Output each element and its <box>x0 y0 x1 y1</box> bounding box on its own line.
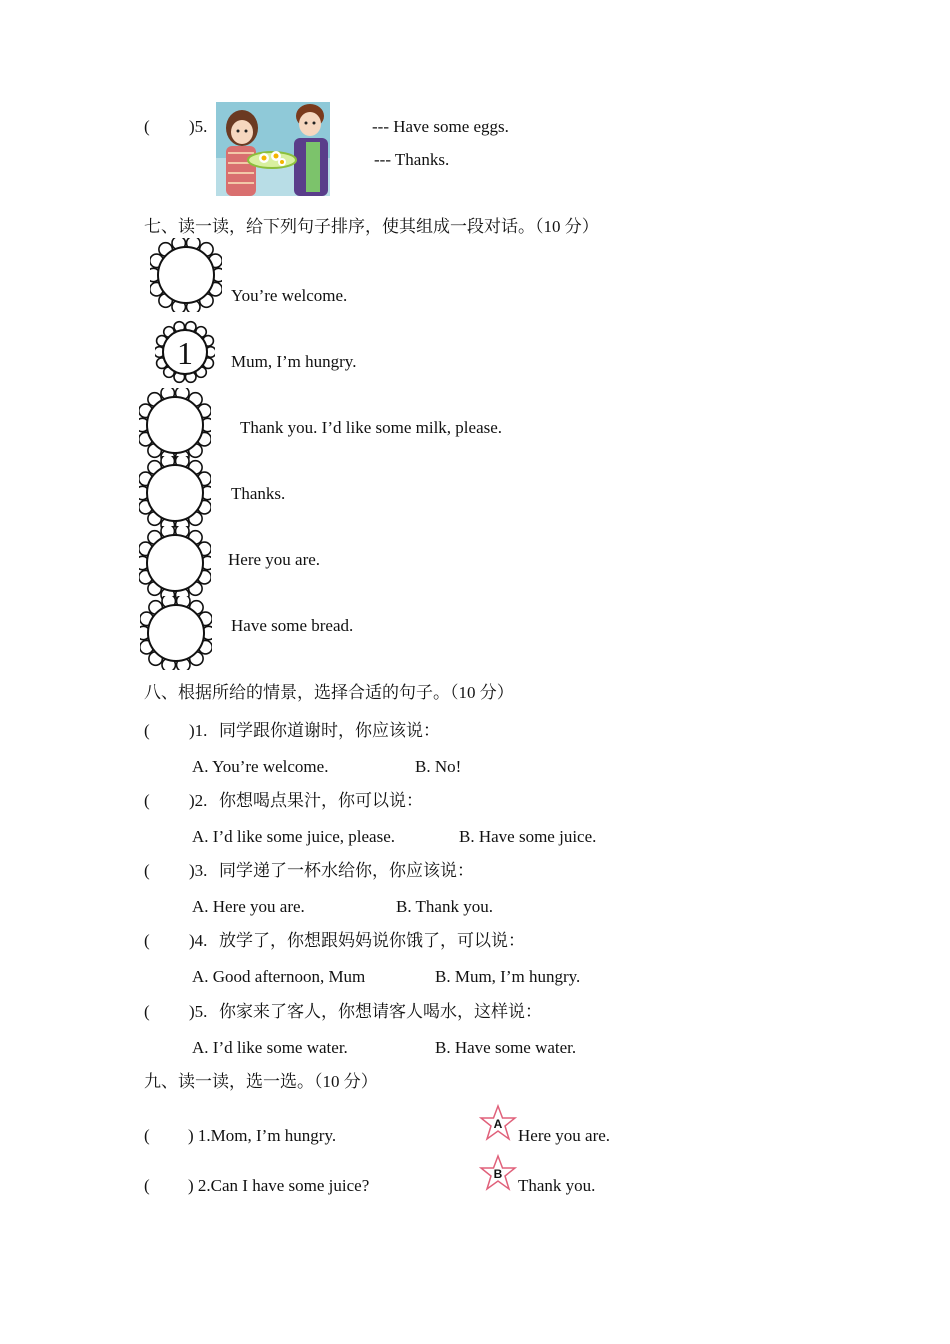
sentence-text: Thanks. <box>231 484 286 503</box>
option-b[interactable]: B. No! <box>415 757 462 776</box>
question-prompt: 同学递了一杯水给你，你应该说： <box>219 861 474 880</box>
answer-paren[interactable]: ( <box>144 721 150 740</box>
question-number: )4. <box>189 931 208 950</box>
question-number: )2. <box>189 791 208 810</box>
question-prompt: 你想喝点果汁，你可以说： <box>219 791 423 810</box>
answer-paren[interactable]: ( <box>144 1176 150 1195</box>
question-text: ) 1.Mom, I’m hungry. <box>188 1126 337 1145</box>
sentence-text: Here you are. <box>228 550 321 569</box>
order-number: 1 <box>177 335 193 371</box>
section-7-heading: 七、读一读，给下列句子排序，使其组成一段对话。（10 分） <box>144 217 599 236</box>
option-a[interactable]: A. I’d like some juice, please. <box>192 827 395 846</box>
order-flower-3[interactable] <box>139 388 211 462</box>
answer-paren[interactable]: ( <box>144 791 150 810</box>
answer-text: Here you are. <box>518 1126 611 1145</box>
option-a[interactable]: A. Good afternoon, Mum <box>192 967 366 986</box>
option-a[interactable]: A. Here you are. <box>192 897 305 916</box>
dialogue-line-1: --- Have some eggs. <box>372 117 509 136</box>
question-text: ) 2.Can I have some juice? <box>188 1176 370 1195</box>
order-flower-5[interactable] <box>139 526 211 600</box>
question-number: )1. <box>189 721 208 740</box>
sentence-text: Mum, I’m hungry. <box>231 352 357 371</box>
section-8-heading: 八、根据所给的情景，选择合适的句子。（10 分） <box>144 683 514 702</box>
question-number: )3. <box>189 861 208 880</box>
answer-paren[interactable]: ( <box>144 931 150 950</box>
section-9-heading: 九、读一读，选一选。（10 分） <box>144 1072 378 1091</box>
order-flower-4[interactable] <box>139 456 211 530</box>
star-label-b-icon <box>479 1154 517 1192</box>
sentence-text: You’re welcome. <box>231 286 348 305</box>
order-flower-6[interactable] <box>140 596 212 670</box>
question-number: )5. <box>189 1002 208 1021</box>
answer-paren[interactable]: ( <box>144 1002 150 1021</box>
question-number: )5. <box>189 117 208 136</box>
star-letter: A <box>493 1117 503 1131</box>
option-b[interactable]: B. Have some juice. <box>459 827 597 846</box>
order-flower-2[interactable] <box>155 320 215 384</box>
star-letter: B <box>493 1167 503 1181</box>
option-a[interactable]: A. I’d like some water. <box>192 1038 348 1057</box>
answer-text: Thank you. <box>518 1176 596 1195</box>
star-label-a-icon <box>479 1104 517 1142</box>
answer-paren[interactable]: ( <box>144 861 150 880</box>
option-b[interactable]: B. Mum, I’m hungry. <box>435 967 581 986</box>
sentence-text: Thank you. I’d like some milk, please. <box>240 418 503 437</box>
question-prompt: 放学了，你想跟妈妈说你饿了，可以说： <box>219 931 525 950</box>
answer-paren[interactable]: ( <box>144 1126 150 1145</box>
answer-paren[interactable]: ( <box>144 117 150 136</box>
sentence-text: Have some bread. <box>231 616 354 635</box>
sharing-eggs-illustration <box>214 98 332 198</box>
order-flower-1[interactable] <box>150 238 222 312</box>
option-b[interactable]: B. Thank you. <box>396 897 493 916</box>
dialogue-line-2: --- Thanks. <box>374 150 450 169</box>
option-b[interactable]: B. Have some water. <box>435 1038 577 1057</box>
question-prompt: 同学跟你道谢时，你应该说： <box>219 721 440 740</box>
option-a[interactable]: A. You’re welcome. <box>192 757 329 776</box>
question-prompt: 你家来了客人，你想请客人喝水，这样说： <box>219 1002 542 1021</box>
